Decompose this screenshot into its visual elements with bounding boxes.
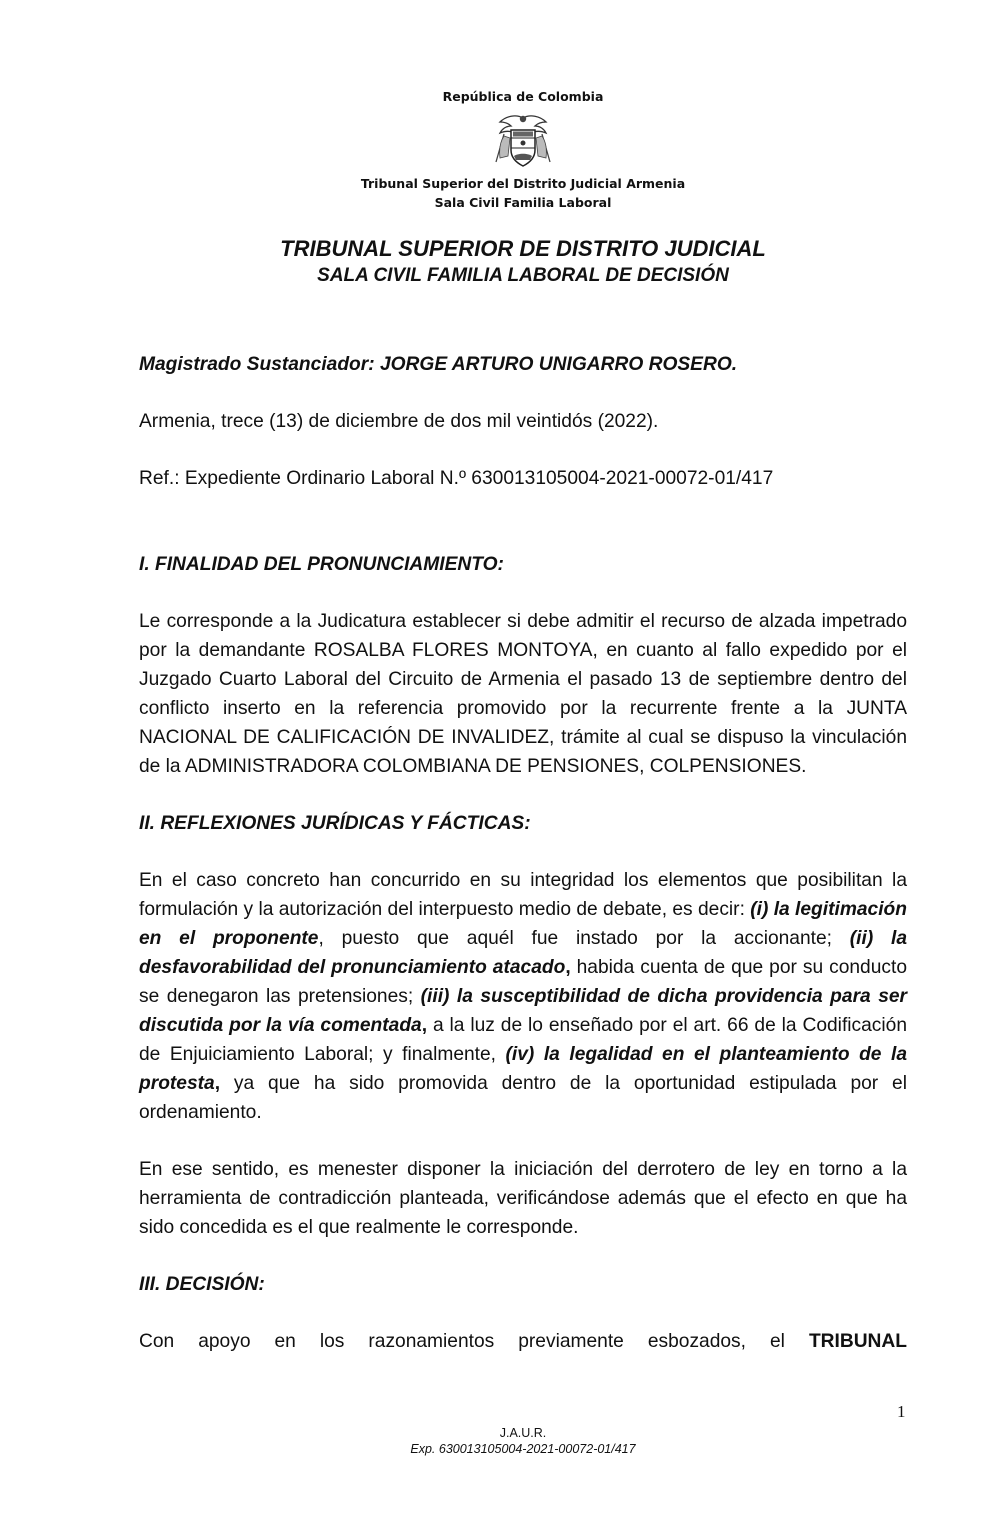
emphasis-run: (iii) la susceptibilidad de dicha providencia para ser discutida por la vía comentada bbox=[139, 986, 907, 1036]
date-line: Armenia, trece (13) de diciembre de dos mil veintidós (2022). bbox=[139, 411, 659, 432]
text-run: habida cuenta de que por su conducto se denegaron las pretensiones; bbox=[139, 957, 907, 1007]
text-run: a la luz de lo enseñado por el art. 66 de la Codificación de Enjuiciamiento Laboral; y finalmente, bbox=[139, 1015, 908, 1065]
text-run: , puesto que aquél fue instado por la accionante; bbox=[318, 928, 850, 949]
section-1-paragraph: Le corresponde a la Judicatura establecer si debe admitir el recurso de alzada impetrado por la demandante ROSALBA FLORES MONTOYA, en cuanto al fallo expedido por el Juzgado Cuarto Laboral del Circuito de Armenia el pasado 13 de septiembre dentro del conflicto inserto en la referencia promovido por la recurrente frente a la JUNTA NACIONAL DE CALIFICACIÓN DE INVALIDEZ, trámite al cual se dispuso la vinculación de la ADMINISTRADORA COLOMBIANA DE PENSIONES, COLPENSIONES. bbox=[139, 611, 907, 777]
title-main: TRIBUNAL SUPERIOR DE DISTRITO JUDICIAL bbox=[280, 236, 766, 261]
magistrate-line: Magistrado Sustanciador: JORGE ARTURO UNIGARRO ROSERO. bbox=[139, 354, 738, 375]
section-3-paragraph bbox=[139, 1327, 907, 1356]
colombia-coat-of-arms-icon bbox=[490, 112, 556, 170]
emphasis-run: (iv) la legalidad en el planteamiento de la protesta bbox=[139, 1044, 907, 1094]
letterhead-chamber: Sala Civil Familia Laboral bbox=[434, 195, 612, 210]
page-footer bbox=[0, 1425, 1000, 1457]
section-2-paragraph-2: En ese sentido, es menester disponer la iniciación del derrotero de ley en torno a la herramienta de contradicción planteada, verificándose además que el efecto en que ha sido concedida es el que realmente le corresponde. bbox=[139, 1159, 907, 1238]
page-number: 1 bbox=[897, 1402, 906, 1421]
bold-run: , bbox=[214, 1073, 221, 1094]
text-run: En el caso concreto han concurrido en su integridad los elementos que posibilitan la formulación y la autorización del interpuesto medio de debate, es decir: bbox=[139, 870, 907, 920]
bold-run: TRIBUNAL bbox=[808, 1331, 907, 1352]
emphasis-run: (i) la legitimación en el proponente bbox=[139, 899, 907, 949]
letterhead-court: Tribunal Superior del Distrito Judicial Armenia bbox=[360, 176, 686, 191]
letterhead bbox=[0, 88, 1000, 212]
document-body bbox=[139, 350, 907, 1356]
document-title bbox=[0, 235, 1000, 289]
text-run: Con apoyo en los razonamientos previamente esbozados, el bbox=[139, 1331, 809, 1352]
section-2-paragraph-1 bbox=[139, 866, 907, 1127]
bold-run: , bbox=[421, 1015, 428, 1036]
text-run: ya que ha sido promovida dentro de la oportunidad estipulada por el ordenamiento. bbox=[139, 1073, 907, 1123]
footer-file-reference: Exp. 630013105004-2021-00072-01/417 bbox=[410, 1442, 636, 1456]
section-2-heading: II. REFLEXIONES JURÍDICAS Y FÁCTICAS: bbox=[139, 813, 531, 834]
letterhead-country: República de Colombia bbox=[442, 89, 604, 104]
emphasis-run: (ii) la desfavorabilidad del pronunciamiento atacado bbox=[139, 928, 908, 978]
bold-run: , bbox=[565, 957, 571, 978]
footer-initials: J.A.U.R. bbox=[499, 1426, 547, 1440]
section-1-heading: I. FINALIDAD DEL PRONUNCIAMIENTO: bbox=[139, 554, 504, 575]
section-3-heading: III. DECISIÓN: bbox=[139, 1274, 265, 1295]
reference-line: Ref.: Expediente Ordinario Laboral N.º 630013105004-2021-00072-01/417 bbox=[139, 468, 774, 489]
title-sub: SALA CIVIL FAMILIA LABORAL DE DECISIÓN bbox=[317, 265, 729, 286]
